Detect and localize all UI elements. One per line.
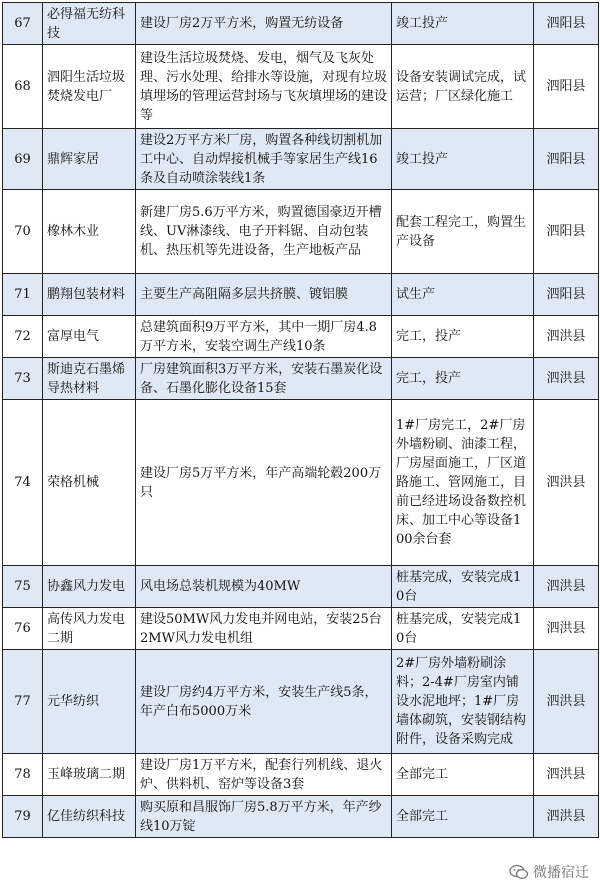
cell-name: 富厚电气 — [43, 316, 136, 358]
cell-county: 泗阳县 — [534, 45, 599, 129]
cell-county: 泗阳县 — [534, 274, 599, 316]
cell-name: 高传风力发电二期 — [43, 608, 136, 650]
cell-content: 新建厂房5.6万平方米，购置德国豪迈开槽线、UV淋漆线、电子开料锯、自动包装机、热压机等先进设备，生产地板产品 — [136, 190, 392, 274]
cell-name: 鹏翔包装材料 — [43, 274, 136, 316]
cell-progress: 完工，投产 — [392, 316, 534, 358]
cell-no: 71 — [3, 274, 43, 316]
cell-progress: 全部完工 — [392, 796, 534, 838]
cell-progress: 1#厂房完工，2#厂房外墙粉刷、油漆工程，厂房屋面施工，厂区道路施工、管网施工，目前已经进场设备数控机床、加工中心等设备100余台套 — [392, 400, 534, 566]
cell-name: 协鑫风力发电 — [43, 566, 136, 608]
cell-progress: 配套工程完工，购置生产设备 — [392, 190, 534, 274]
table-row — [3, 650, 599, 754]
cell-name: 橡林木业 — [43, 190, 136, 274]
cell-no: 72 — [3, 316, 43, 358]
project-table — [2, 2, 599, 838]
cell-name: 荣格机械 — [43, 400, 136, 566]
table-row — [3, 3, 599, 45]
cell-content: 建设厂房2万平方米，购置无纺设备 — [136, 3, 392, 45]
table-row — [3, 566, 599, 608]
cell-content: 建设厂房1万平方米，配套行列机线、退火炉、供料机、窑炉等设备3套 — [136, 754, 392, 796]
cell-no: 76 — [3, 608, 43, 650]
cell-county: 泗洪县 — [534, 608, 599, 650]
cell-content: 风电场总装机规模为40MW — [136, 566, 392, 608]
cell-no: 74 — [3, 400, 43, 566]
cell-content: 购买原和昌服饰厂房5.8万平方米，年产纱线10万锭 — [136, 796, 392, 838]
cell-no: 69 — [3, 129, 43, 190]
cell-progress: 竣工投产 — [392, 129, 534, 190]
cell-no: 68 — [3, 45, 43, 129]
cell-county: 泗洪县 — [534, 754, 599, 796]
wechat-icon — [509, 864, 529, 880]
cell-name: 必得福无纺科技 — [43, 3, 136, 45]
cell-no: 67 — [3, 3, 43, 45]
cell-county: 泗洪县 — [534, 316, 599, 358]
cell-county: 泗阳县 — [534, 190, 599, 274]
cell-progress: 2#厂房外墙粉刷涂料；2-4#厂房室内铺设水泥地坪；1#厂房墙体砌筑，安装钢结构附件，设备采购完成 — [392, 650, 534, 754]
cell-progress: 桩基完成，安装完成10台 — [392, 566, 534, 608]
cell-content: 总建筑面积9万平方米，其中一期厂房4.8万平方米，安装空调生产线10条 — [136, 316, 392, 358]
cell-content: 建设50MW风力发电并网电站，安装25台2MW风力发电机组 — [136, 608, 392, 650]
cell-content: 厂房建筑面积3万平方米，安装石墨炭化设备、石墨化膨化设备15套 — [136, 358, 392, 400]
cell-no: 75 — [3, 566, 43, 608]
cell-name: 元华纺织 — [43, 650, 136, 754]
table-row — [3, 129, 599, 190]
project-table-body — [3, 3, 599, 838]
cell-name: 亿佳纺织科技 — [43, 796, 136, 838]
table-row — [3, 796, 599, 838]
cell-no: 79 — [3, 796, 43, 838]
cell-no: 77 — [3, 650, 43, 754]
cell-content: 建设生活垃圾焚烧、发电，烟气及飞灰处理、污水处理、给排水等设施，对现有垃圾填埋场的管理运营封场与飞灰填埋场的建设等 — [136, 45, 392, 129]
cell-name: 泗阳生活垃圾焚烧发电厂 — [43, 45, 136, 129]
cell-progress: 设备安装调试完成，试运营；厂区绿化施工 — [392, 45, 534, 129]
cell-content: 建设2万平方米厂房，购置各种线切割机加工中心、自动焊接机械手等家居生产线16条及自动喷涂装线1条 — [136, 129, 392, 190]
cell-county: 泗阳县 — [534, 129, 599, 190]
table-row — [3, 754, 599, 796]
cell-county: 泗洪县 — [534, 358, 599, 400]
watermark-text: 微播宿迁 — [533, 865, 589, 881]
cell-no: 78 — [3, 754, 43, 796]
cell-county: 泗洪县 — [534, 650, 599, 754]
cell-content: 主要生产高阻隔多层共挤膜、镀铝膜 — [136, 274, 392, 316]
table-row — [3, 400, 599, 566]
cell-progress: 全部完工 — [392, 754, 534, 796]
table-row — [3, 316, 599, 358]
cell-no: 70 — [3, 190, 43, 274]
cell-county: 泗洪县 — [534, 796, 599, 838]
cell-progress: 试生产 — [392, 274, 534, 316]
cell-content: 建设厂房约4万平方米，安装生产线5条，年产白布5000万米 — [136, 650, 392, 754]
cell-name: 斯迪克石墨烯导热材料 — [43, 358, 136, 400]
watermark — [506, 861, 592, 883]
table-row — [3, 190, 599, 274]
table-row — [3, 358, 599, 400]
table-row — [3, 274, 599, 316]
cell-name: 鼎辉家居 — [43, 129, 136, 190]
table-row — [3, 608, 599, 650]
cell-content: 建设厂房5万平方米，年产高端轮毂200万只 — [136, 400, 392, 566]
cell-county: 泗阳县 — [534, 3, 599, 45]
cell-county: 泗洪县 — [534, 400, 599, 566]
cell-progress: 桩基完成，安装完成10台 — [392, 608, 534, 650]
cell-progress: 完工，投产 — [392, 358, 534, 400]
cell-no: 73 — [3, 358, 43, 400]
cell-progress: 竣工投产 — [392, 3, 534, 45]
cell-name: 玉峰玻璃二期 — [43, 754, 136, 796]
table-row — [3, 45, 599, 129]
cell-county: 泗洪县 — [534, 566, 599, 608]
